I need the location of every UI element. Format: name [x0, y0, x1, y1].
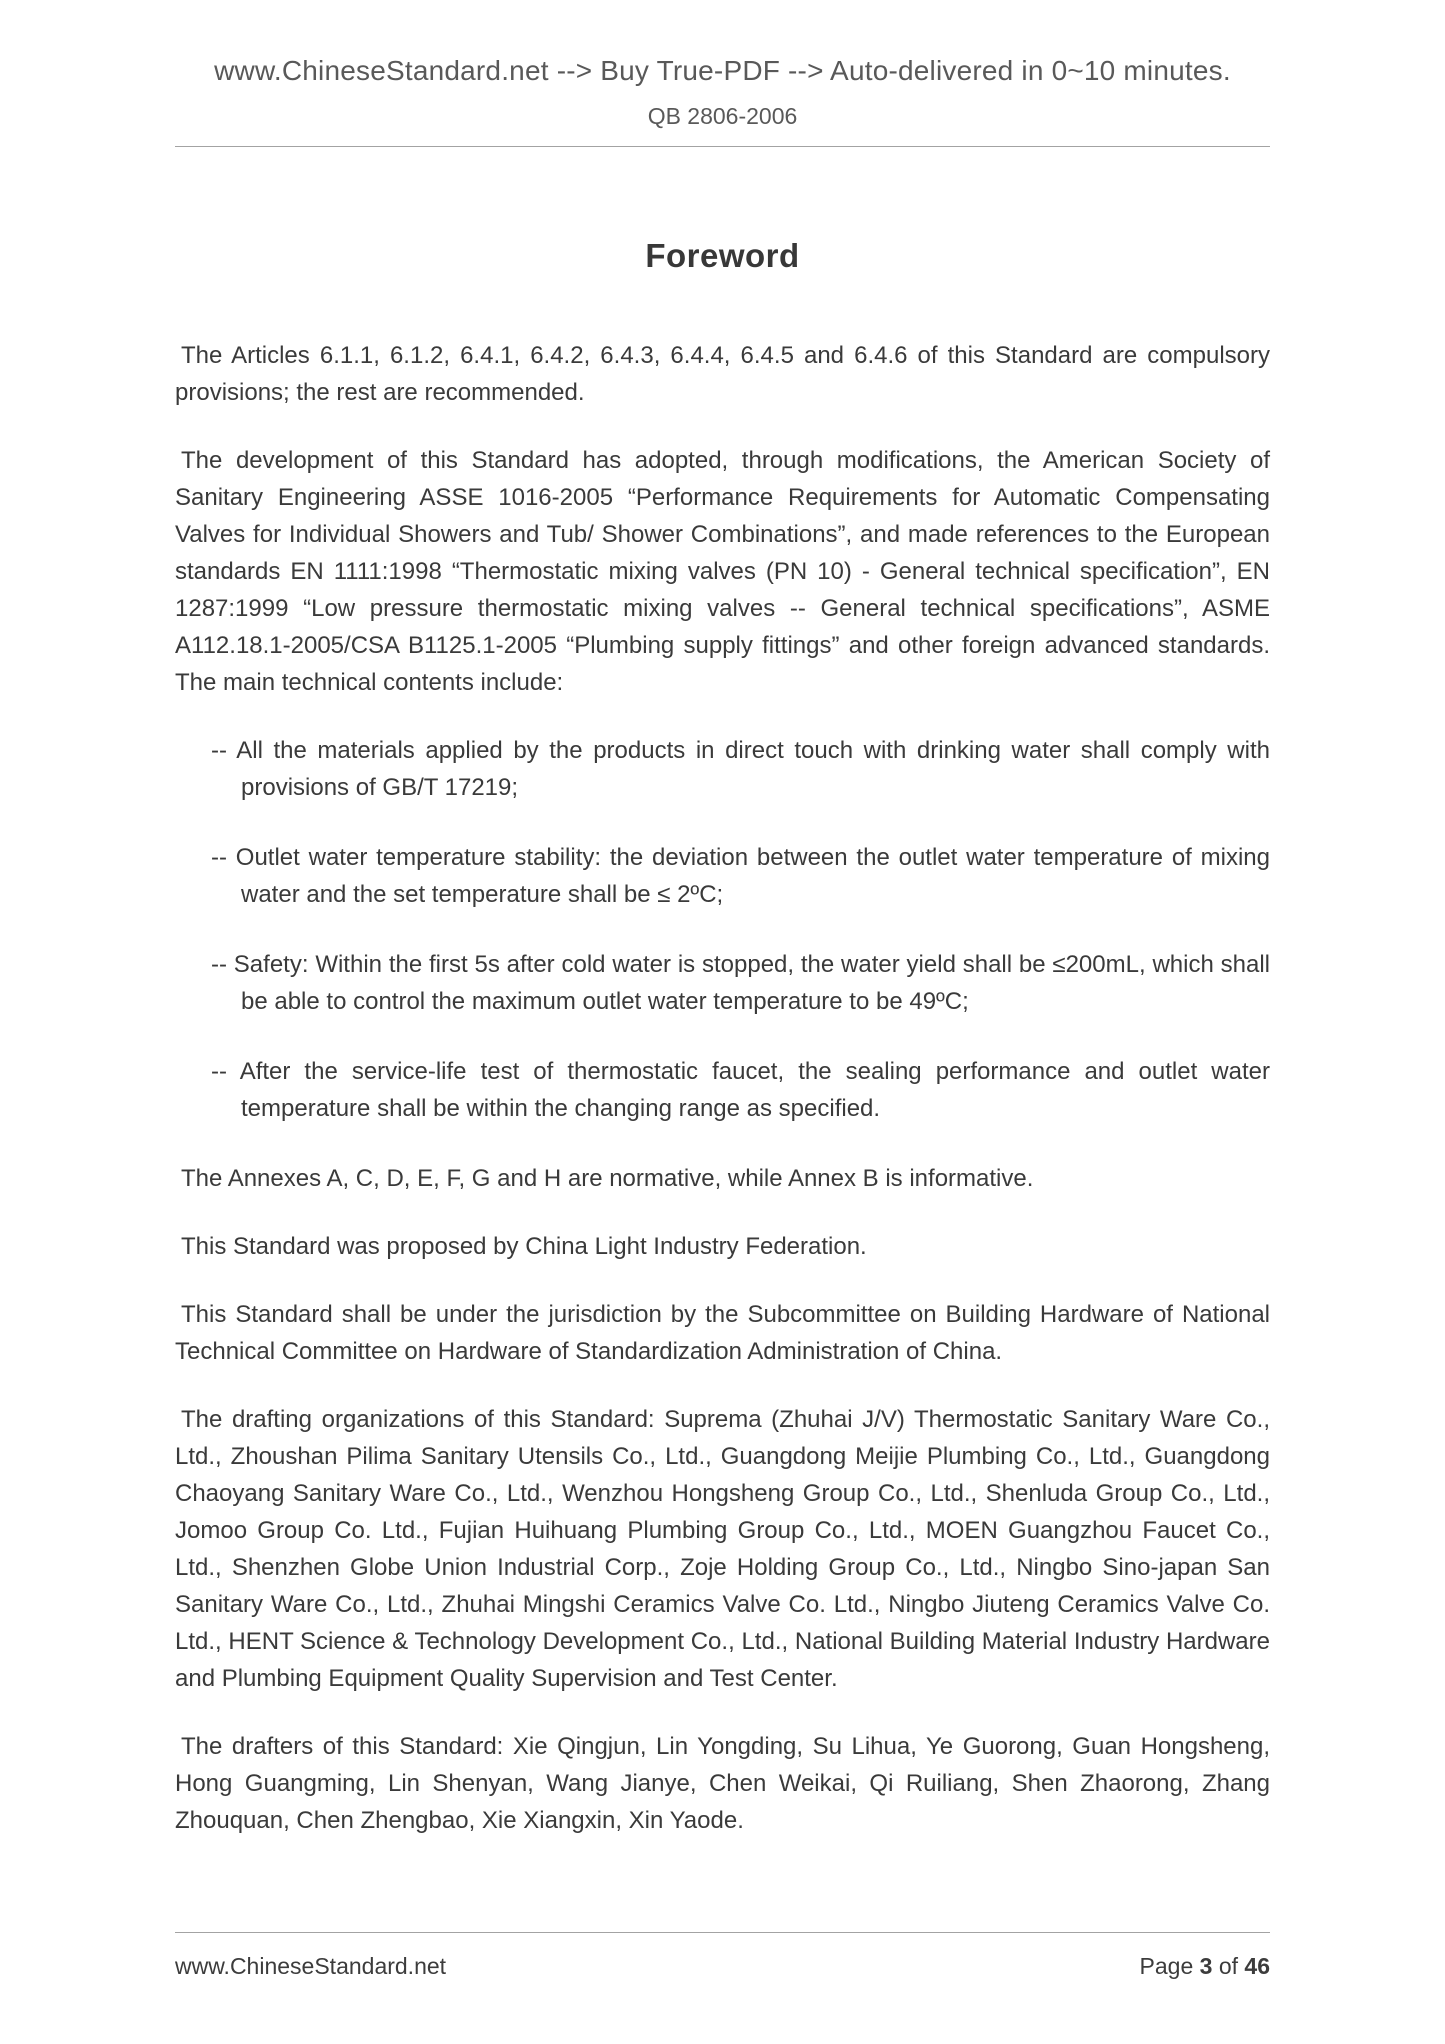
page-header [0, 0, 1445, 147]
technical-contents-list [175, 732, 1270, 1127]
header-tagline-link[interactable]: www.ChineseStandard.net --> Buy True-PDF --> Auto-delivered in 0~10 minutes. [214, 55, 1231, 86]
technical-content-item: -- Safety: Within the first 5s after cold water is stopped, the water yield shall be ≤200mL, which shall be able to control the maximum outlet water temperature to be 49ºC; [211, 951, 1270, 1015]
of-word: of [1218, 1953, 1239, 1979]
header-divider [175, 146, 1270, 147]
footer-divider [175, 1932, 1270, 1933]
paragraph-drafters: The drafters of this Standard: Xie Qingjun, Lin Yongding, Su Lihua, Ye Guorong, Guan Hongsheng, Hong Guangming, Lin Shenyan, Wang Jianye, Chen Weikai, Qi Ruiliang, Shen Zhaorong, Zhang Zhouquan, Chen Zhengbao, Xie Xiangxin, Xin Yaode. [175, 1733, 1270, 1834]
foreword-title: Foreword [645, 237, 800, 274]
technical-content-item: -- Outlet water temperature stability: the deviation between the outlet water temperature of mixing water and the set temperature shall be ≤ 2ºC; [211, 844, 1270, 908]
paragraph-drafting-organizations: The drafting organizations of this Standard: Suprema (Zhuhai J/V) Thermostatic Sanitary Ware Co., Ltd., Zhoushan Pilima Sanitary Utensils Co., Ltd., Guangdong Meijie Plumbing Co., Ltd., Guangdong Chaoyang Sanitary Ware Co., Ltd., Wenzhou Hongsheng Group Co., Ltd., Shenluda Group Co., Ltd., Jomoo Group Co. Ltd., Fujian Huihuang Plumbing Group Co., Ltd., MOEN Guangzhou Faucet Co., Ltd., Shenzhen Globe Union Industrial Corp., Zoje Holding Group Co., Ltd., Ningbo Sino-japan San Sanitary Ware Co., Ltd., Zhuhai Mingshi Ceramics Valve Co. Ltd., Ningbo Jiuteng Ceramics Valve Co. Ltd., HENT Science & Technology Development Co., Ltd., National Building Material Industry Hardware and Plumbing Equipment Quality Supervision and Test Center. [175, 1406, 1270, 1692]
paragraph-compulsory-articles: The Articles 6.1.1, 6.1.2, 6.4.1, 6.4.2, 6.4.3, 6.4.4, 6.4.5 and 6.4.6 of this Standard are compulsory provisions; the rest are recommended. [175, 342, 1270, 406]
paragraph-jurisdiction: This Standard shall be under the jurisdiction by the Subcommittee on Building Hardware of National Technical Committee on Hardware of Standardization Administration of China. [175, 1301, 1270, 1365]
technical-content-item: -- After the service-life test of thermostatic faucet, the sealing performance and outlet water temperature shall be within the changing range as specified. [211, 1058, 1270, 1122]
page-indicator [1140, 1953, 1270, 1980]
technical-content-item: -- All the materials applied by the products in direct touch with drinking water shall comply with provisions of GB/T 17219; [211, 737, 1270, 801]
paragraph-annexes: The Annexes A, C, D, E, F, G and H are normative, while Annex B is informative. [181, 1165, 1034, 1192]
document-body [175, 237, 1270, 1839]
total-pages: 46 [1244, 1953, 1270, 1979]
standard-code: QB 2806-2006 [647, 103, 798, 129]
page-word: Page [1139, 1953, 1194, 1979]
page-footer [175, 1932, 1270, 1980]
page-number: 3 [1199, 1953, 1213, 1979]
footer-site-link[interactable]: www.ChineseStandard.net [175, 1953, 447, 1979]
paragraph-proposer: This Standard was proposed by China Light Industry Federation. [181, 1233, 867, 1260]
paragraph-standard-adoption: The development of this Standard has adopted, through modifications, the American Society of Sanitary Engineering ASSE 1016-2005 “Performance Requirements for Automatic Compensating Valves for Individual Showers and Tub/ Shower Combinations”, and made references to the European standards EN 1111:1998 “Thermostatic mixing valves (PN 10) - General technical specification”, EN 1287:1999 “Low pressure thermostatic mixing valves -- General technical specifications”, ASME A112.18.1-2005/CSA B1125.1-2005 “Plumbing supply fittings” and other foreign advanced standards. The main technical contents include: [175, 447, 1270, 696]
